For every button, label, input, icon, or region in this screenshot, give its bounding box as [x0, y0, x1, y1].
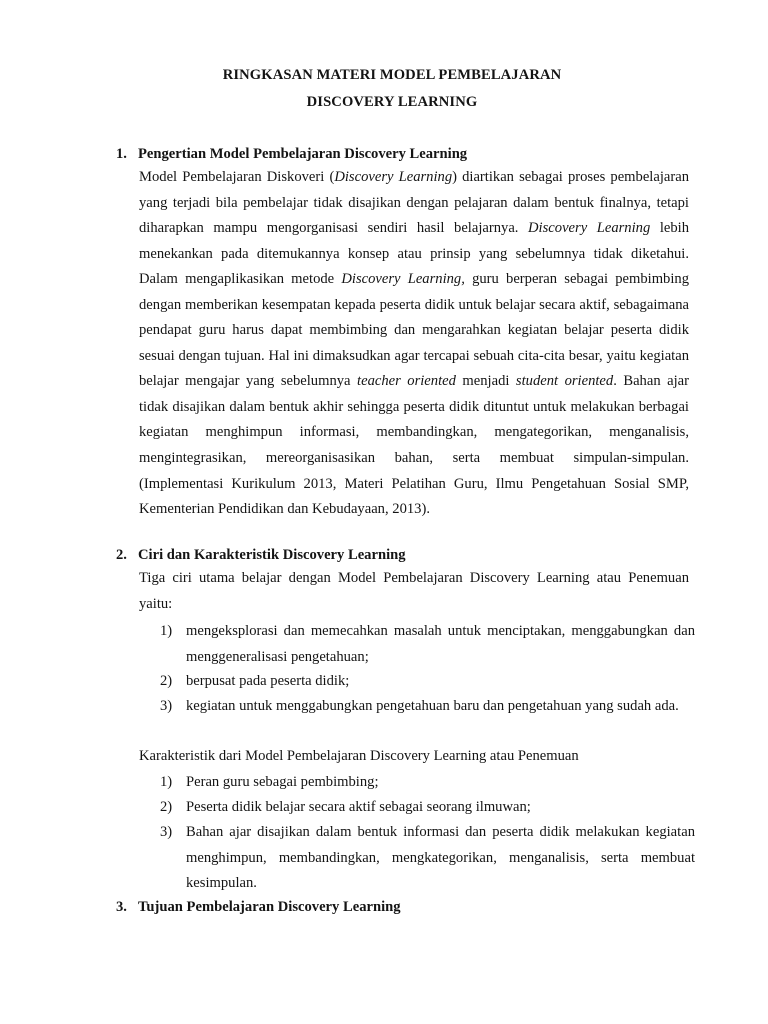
paragraph-italic-term: Discovery Learning — [334, 169, 453, 185]
list-marker: 2) — [160, 673, 173, 689]
list-item-text: Peserta didik belajar secara aktif sebagai seorang ilmuwan; — [186, 799, 531, 815]
karakteristik-list-item — [160, 820, 703, 897]
ciri-list-item — [160, 619, 695, 670]
karakteristik-list-item — [160, 795, 695, 821]
list-item-text: Bahan ajar disajikan dalam bentuk informasi dan peserta didik melakukan kegiatan menghimpun, membandingkan, mengkategorikan, menganalisis, serta membuat kesimpulan. — [186, 824, 703, 891]
section-1-number: 1. — [116, 146, 127, 162]
list-marker: 2) — [160, 799, 173, 815]
paragraph-italic-term: student oriented — [515, 373, 614, 390]
ciri-list-item — [160, 694, 695, 720]
paragraph-text: menjadi — [455, 373, 516, 390]
karakteristik-list-item — [160, 770, 695, 796]
section-3-title: Tujuan Pembelajaran Discovery Learning — [138, 899, 401, 915]
paragraph-italic-term: Discovery Learning — [528, 220, 651, 237]
section-2-heading — [116, 547, 406, 564]
section-2-intro: Tiga ciri utama belajar dengan Model Pembelajaran Discovery Learning atau Penemuan yaitu: — [139, 570, 689, 612]
list-item-text: kegiatan untuk menggabungkan pengetahuan baru dan pengetahuan yang sudah ada. — [186, 698, 679, 714]
section-2-title: Ciri dan Karakteristik Discovery Learning — [138, 547, 406, 563]
list-item-text: Peran guru sebagai pembimbing; — [186, 774, 379, 790]
paragraph-text: ) diartikan sebagai proses pembelajaran yang terjadi bila pembelajar tidak disajikan dengan pelajaran dalam bentuk finalnya, tetapi diharapkan mampu mengorganisasi sendiri hasil belajarnya. — [139, 169, 689, 237]
section-3-number: 3. — [116, 899, 127, 915]
document-title-line-2: DISCOVERY LEARNING — [306, 94, 478, 110]
paragraph-text: guru berperan sebagai pembimbing dengan memberikan kesempatan kepada peserta didik untuk belajar secara aktif, sebagaimana pendapat guru harus dapat membimbing dan mengarahkan kegiatan belajar peserta didik sesuai dengan tujuan. Hal ini dimaksudkan agar tercapai sebuah cita-cita besar, yaitu kegiatan belajar mengajar yang sebelumnya — [139, 271, 689, 390]
karakteristik-intro: Karakteristik dari Model Pembelajaran Discovery Learning atau Penemuan — [139, 748, 579, 764]
list-marker: 1) — [160, 623, 173, 639]
section-1-title: Pengertian Model Pembelajaran Discovery Learning — [138, 146, 468, 162]
paragraph-text: Model Pembelajaran Diskoveri ( — [139, 169, 335, 185]
list-marker: 3) — [160, 824, 173, 840]
paragraph-text: . Bahan ajar tidak disajikan dalam bentuk akhir sehingga peserta didik dituntut untuk melakukan berbagai kegiatan menghimpun informasi, membandingkan, mengategorikan, menganalisis, mengintegrasikan, mereorganisasikan bahan, serta membuat simpulan-simpulan. (Implementasi Kurikulum 2013, Materi Pelatihan Guru, Ilmu Pengetahuan Sosial SMP, Kementerian Pendidikan dan Kebudayaan, 2013). — [139, 373, 689, 518]
list-marker: 1) — [160, 774, 173, 790]
paragraph-italic-term: teacher oriented — [357, 373, 456, 390]
section-1-heading — [116, 146, 467, 163]
paragraph-italic-term: Discovery Learning, — [341, 271, 465, 288]
section-3-heading — [116, 899, 401, 916]
section-1-paragraph — [139, 165, 689, 523]
list-item-text: berpusat pada peserta didik; — [186, 673, 350, 689]
list-item-text: mengeksplorasi dan memecahkan masalah untuk menciptakan, menggabungkan dan menggeneralisasi pengetahuan; — [186, 623, 695, 665]
paragraph-text: lebih menekankan pada ditemukannya konsep atau prinsip yang sebelumnya tidak diketahui. Dalam mengaplikasikan metode — [139, 220, 690, 288]
document-title-line-1: RINGKASAN MATERI MODEL PEMBELAJARAN — [222, 67, 562, 83]
section-2-number: 2. — [116, 547, 127, 563]
list-marker: 3) — [160, 698, 173, 714]
ciri-list-item — [160, 669, 695, 695]
